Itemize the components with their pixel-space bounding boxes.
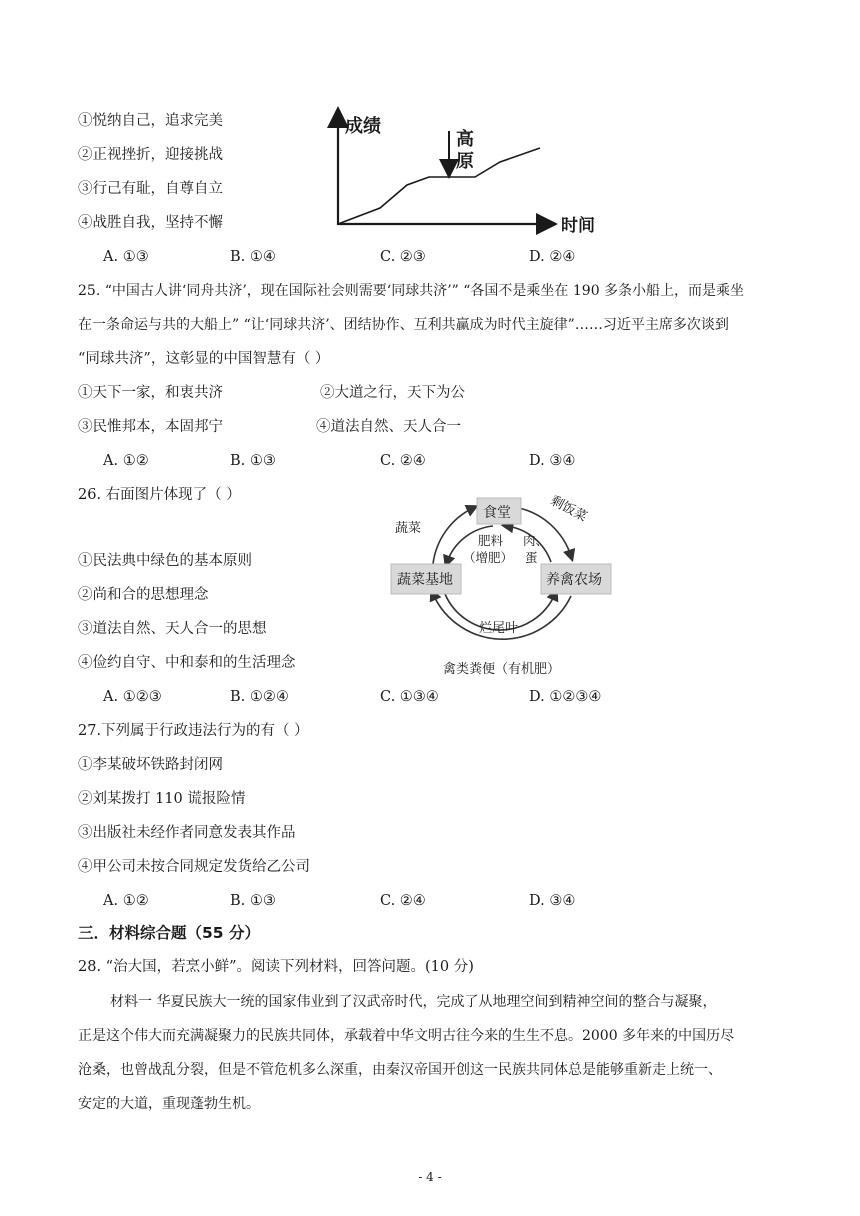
q24-option-c[interactable]: C. ②③ (380, 249, 426, 265)
q26-item-1: ①民法典中绿色的基本原则 (78, 553, 252, 569)
q27-option-c[interactable]: C. ②④ (380, 893, 426, 909)
q26-option-b[interactable]: B. ①②④ (230, 689, 289, 705)
page-number: - 4 - (418, 1170, 442, 1184)
q24-option-d[interactable]: D. ②④ (529, 249, 576, 265)
poultry-farm-label: 养禽农场 (546, 572, 602, 588)
graph-y-label: 成绩 (345, 116, 381, 137)
graph-annotation-2: 原 (456, 151, 474, 172)
manure-label: 禽类粪便（有机肥） (443, 662, 561, 677)
q24-score-time-graph (325, 105, 615, 240)
q25-item-2: ②大道之行，天下为公 (320, 385, 465, 401)
leaves-label: 烂尾叶 (479, 621, 519, 636)
fertilizer-label-2: （增肥） (463, 550, 514, 565)
q25-item-4: ④道法自然、天人合一 (316, 419, 461, 435)
q27-item-3: ③出版社未经作者同意发表其作品 (78, 825, 296, 841)
q24-item-4: ④战胜自我，坚持不懈 (78, 215, 223, 231)
q26-item-4: ④俭约自守、中和泰和的生活理念 (78, 655, 296, 671)
q26-stem: 26. 右面图片体现了（ ） (78, 487, 241, 503)
q25-option-d[interactable]: D. ③④ (529, 453, 576, 469)
q26-cycle-diagram (385, 490, 625, 685)
q24-option-b[interactable]: B. ①④ (230, 249, 276, 265)
q25-option-a[interactable]: A. ①② (103, 453, 149, 469)
q28-material-line-3: 沧桑，也曾战乱分裂，但是不管危机多么深重，由秦汉帝国开创这一民族共同体总是能够重新走上统一、 (78, 1062, 722, 1078)
q28-material-line-2: 正是这个伟大而充满凝聚力的民族共同体，承载着中华文明古往今来的生生不息。2000 多年来的中国历尽 (78, 1028, 735, 1044)
vegetable-base-label: 蔬菜基地 (397, 572, 453, 588)
q26-option-a[interactable]: A. ①②③ (103, 689, 162, 705)
q24-option-a[interactable]: A. ①③ (103, 249, 149, 265)
q27-option-b[interactable]: B. ①③ (230, 893, 276, 909)
q26-option-c[interactable]: C. ①③④ (380, 689, 439, 705)
q27-item-2: ②刘某拨打 110 谎报险情 (78, 791, 246, 807)
meat-label-2: 蛋 (525, 550, 538, 565)
q27-stem: 27.下列属于行政违法行为的有（ ） (78, 723, 309, 739)
q24-item-1: ①悦纳自己，追求完美 (78, 113, 223, 129)
leftover-label: 剩饭菜 (547, 493, 590, 526)
section-3-title: 三．材料综合题（55 分） (78, 924, 260, 942)
q25-option-b[interactable]: B. ①③ (230, 453, 276, 469)
fertilizer-label-1: 肥料 (478, 533, 504, 548)
q24-item-2: ②正视挫折，迎接挑战 (78, 147, 223, 163)
q27-option-d[interactable]: D. ③④ (529, 893, 576, 909)
meat-label-1: 肉、 (523, 533, 549, 548)
q27-item-1: ①李某破坏铁路封闭网 (78, 757, 223, 773)
q26-item-2: ②尚和合的思想理念 (78, 587, 209, 603)
q26-item-3: ③道法自然、天人合一的思想 (78, 621, 267, 637)
q26-option-d[interactable]: D. ①②③④ (529, 689, 602, 705)
graph-annotation-1: 高 (456, 129, 474, 150)
score-curve (338, 148, 540, 224)
q25-option-c[interactable]: C. ②④ (380, 453, 426, 469)
q25-item-3: ③民惟邦本，本固邦宁 (78, 419, 223, 435)
q24-item-3: ③行己有耻，自尊自立 (78, 181, 223, 197)
q27-option-a[interactable]: A. ①② (103, 893, 149, 909)
q25-item-1: ①天下一家，和衷共济 (78, 385, 223, 401)
q28-stem: 28. “治大国，若烹小鲜”。阅读下列材料，回答问题。(10 分) (78, 959, 474, 975)
q25-stem-line-1: 25. “中国古人讲‘同舟共济’，现在国际社会则需要‘同球共济’” “各国不是乘坐在 190 多条小船上，而是乘坐 (78, 283, 745, 299)
q25-stem-line-3: “同球共济”，这彰显的中国智慧有（ ） (78, 351, 330, 367)
vegetable-label: 蔬菜 (395, 521, 422, 536)
canteen-label: 食堂 (483, 505, 511, 521)
q27-item-4: ④甲公司未按合同规定发货给乙公司 (78, 859, 310, 875)
q25-stem-line-2: 在一条命运与共的大船上” “让‘同球共济’、团结协作、互利共赢成为时代主旋律”……习近平主席多次谈到 (78, 317, 729, 333)
q28-material-line-4: 安定的大道，重现蓬勃生机。 (78, 1096, 260, 1112)
graph-x-label: 时间 (561, 216, 595, 236)
q28-material-line-1: 材料一 华夏民族大一统的国家伟业到了汉武帝时代，完成了从地理空间到精神空间的整合与凝聚， (110, 994, 717, 1010)
